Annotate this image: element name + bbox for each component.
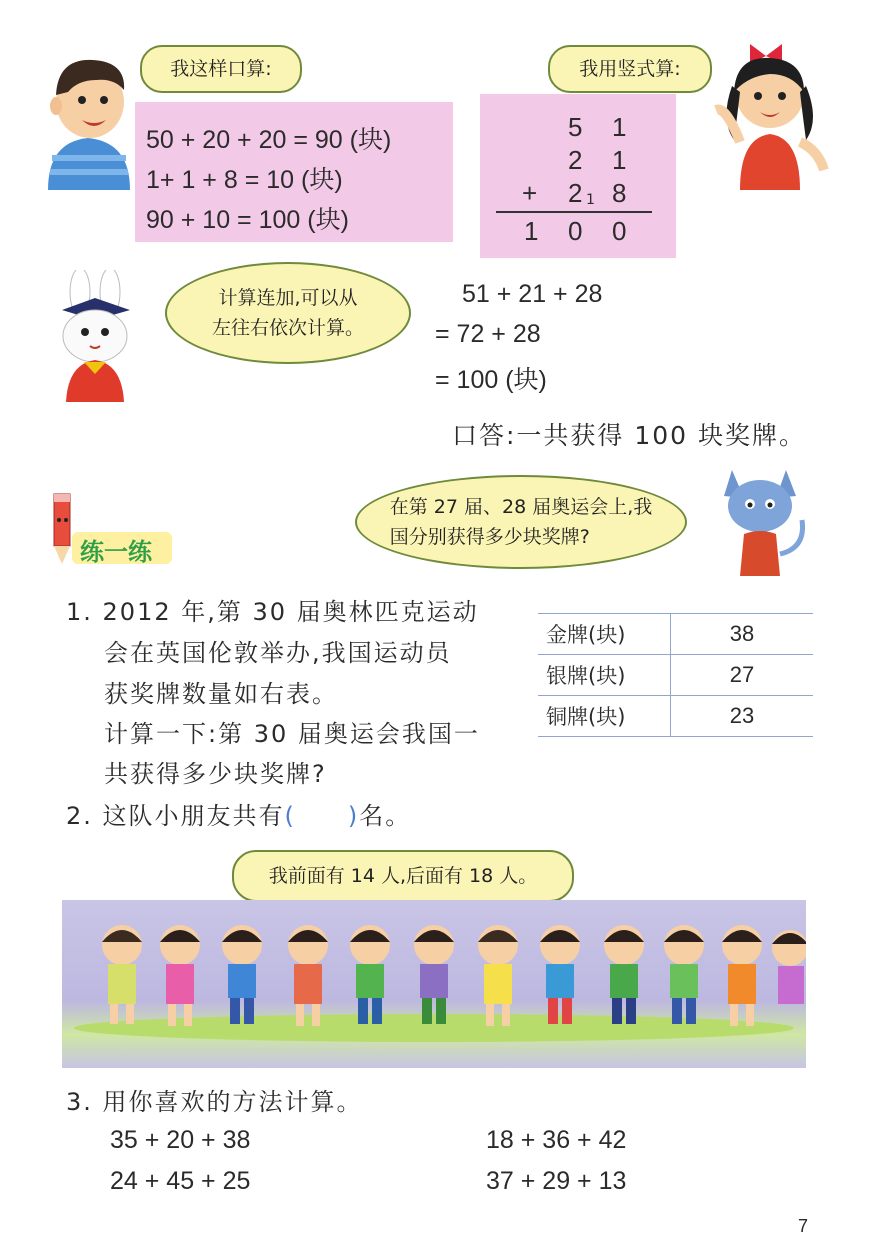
exercise-2: 18 + 36 + 42 xyxy=(486,1126,627,1154)
vertical-digit: 2 xyxy=(568,145,583,175)
mental-line-3: 90 + 10 = 100 (块) xyxy=(146,206,349,234)
carry-digit: 1 xyxy=(586,192,595,208)
medal-label: 铜牌(块) xyxy=(538,696,671,737)
q1-line-4: 计算一下:第 30 届奥运会我国一 xyxy=(104,720,480,748)
girl-speech-text: 我用竖式算: xyxy=(579,58,681,80)
result-digit: 0 xyxy=(568,216,583,246)
medal-value: 27 xyxy=(671,655,814,696)
girl-illustration xyxy=(706,30,836,190)
vertical-digit: 1 xyxy=(612,145,627,175)
oral-answer: 口答:一共获得 100 块奖牌。 xyxy=(452,421,807,450)
medal-label: 银牌(块) xyxy=(538,655,671,696)
page-number: 7 xyxy=(798,1216,809,1236)
q2-text-after: 名。 xyxy=(359,802,412,830)
children-illustration xyxy=(62,900,806,1068)
rabbit-illustration xyxy=(40,270,150,402)
exercise-4: 37 + 29 + 13 xyxy=(486,1167,627,1195)
step-line-2: = 72 + 28 xyxy=(435,320,541,348)
table-row xyxy=(538,696,813,737)
mental-line-2: 1+ 1 + 8 = 10 (块) xyxy=(146,166,343,194)
rabbit-speech-line-2: 左往右依次计算。 xyxy=(211,317,364,339)
exercise-1: 35 + 20 + 38 xyxy=(110,1126,251,1154)
cat-speech-line-2: 国分别获得多少块奖牌? xyxy=(389,526,590,548)
cat-speech-line-1: 在第 27 届、28 届奥运会上,我 xyxy=(389,496,653,518)
rabbit-speech-line-1: 计算连加,可以从 xyxy=(218,287,358,309)
q1-line-2: 会在英国伦敦举办,我国运动员 xyxy=(104,639,452,667)
exercise-3: 24 + 45 + 25 xyxy=(110,1167,251,1195)
cat-illustration xyxy=(710,458,810,576)
medal-value: 38 xyxy=(671,614,814,655)
result-digit: 1 xyxy=(524,216,539,246)
result-digit: 0 xyxy=(612,216,627,246)
queue-speech-text: 我前面有 14 人,后面有 18 人。 xyxy=(268,865,538,887)
q2-blank-close: ) xyxy=(347,802,360,830)
girl-speech-bubble xyxy=(548,45,712,93)
rabbit-speech-bubble xyxy=(165,262,411,364)
q3-line: 3. 用你喜欢的方法计算。 xyxy=(66,1088,363,1116)
cat-speech-bubble xyxy=(355,475,687,569)
sum-line xyxy=(496,211,652,213)
q2-text-before: 2. 这队小朋友共有 xyxy=(66,802,285,830)
medal-label: 金牌(块) xyxy=(538,614,671,655)
vertical-digit: 5 xyxy=(568,112,583,142)
step-line-1: 51 + 21 + 28 xyxy=(462,280,603,308)
vertical-digit: 1 xyxy=(612,112,627,142)
practice-label: 练一练 xyxy=(80,538,152,566)
medal-table xyxy=(538,613,813,737)
q1-line-5: 共获得多少块奖牌? xyxy=(104,760,327,788)
q2-blank-open: ( xyxy=(284,802,296,830)
vertical-digit: 8 xyxy=(612,178,627,208)
boy-speech-bubble xyxy=(140,45,302,93)
step-line-3: = 100 (块) xyxy=(435,366,547,394)
queue-speech-bubble xyxy=(232,850,574,902)
boy-illustration xyxy=(38,40,138,190)
plus-sign: + xyxy=(522,178,538,208)
q2-line xyxy=(66,796,411,831)
children-queue-scene xyxy=(62,900,806,1068)
boy-speech-text: 我这样口算: xyxy=(170,58,272,80)
medal-value: 23 xyxy=(671,696,814,737)
q1-line-3: 获奖牌数量如右表。 xyxy=(104,680,338,708)
vertical-digit: 2 xyxy=(568,178,583,208)
table-row xyxy=(538,614,813,655)
child-figure xyxy=(102,925,142,1024)
table-row xyxy=(538,655,813,696)
q1-line-1: 1. 2012 年,第 30 届奥林匹克运动 xyxy=(66,598,479,626)
mental-line-1: 50 + 20 + 20 = 90 (块) xyxy=(146,126,392,154)
